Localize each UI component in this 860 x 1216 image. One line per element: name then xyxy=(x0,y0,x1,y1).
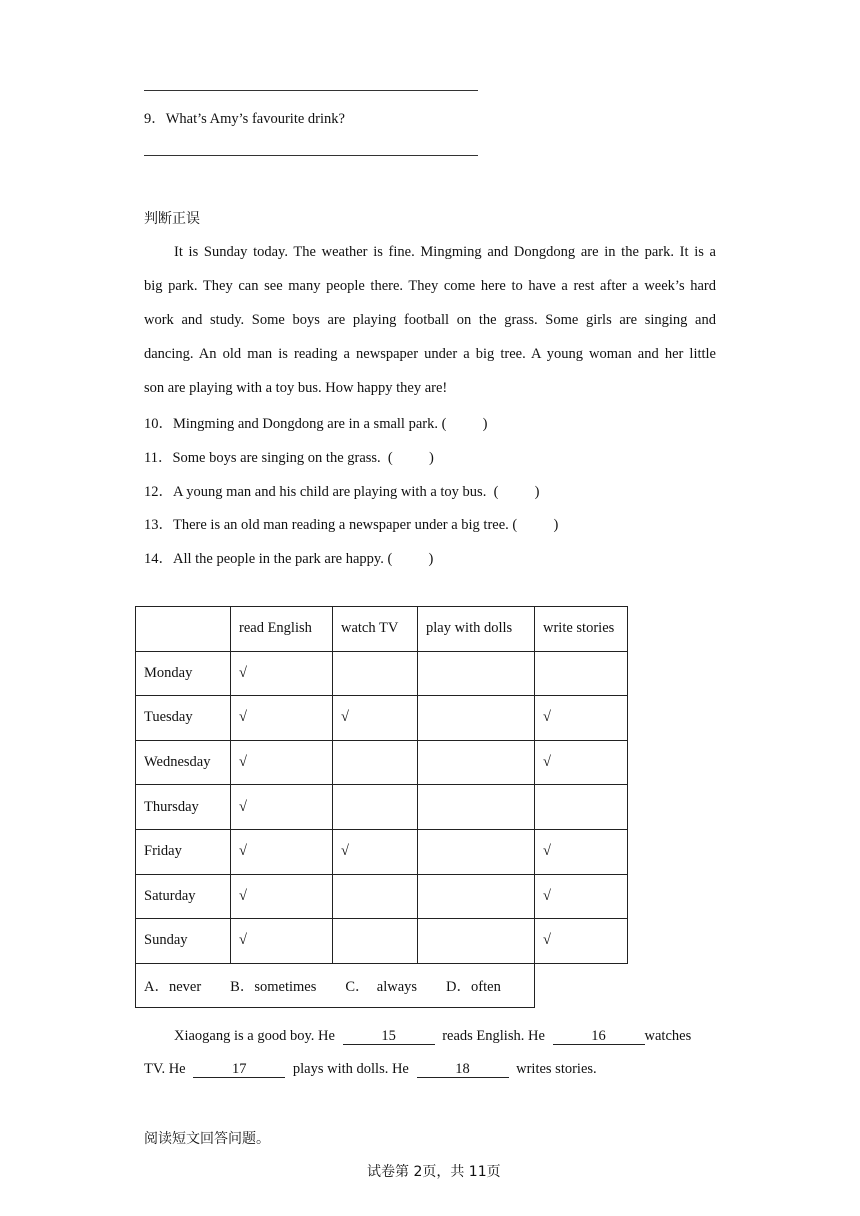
check-cell: √ xyxy=(231,696,333,741)
blank-15[interactable]: 15 xyxy=(343,1028,435,1045)
check-cell xyxy=(418,919,535,964)
check-cell xyxy=(535,651,628,696)
section-title-reading: 阅读短文回答问题。 xyxy=(144,1131,270,1147)
table-header-cell: watch TV xyxy=(333,607,418,652)
blank-17[interactable]: 17 xyxy=(193,1061,285,1078)
question-9 xyxy=(144,107,345,128)
table-row xyxy=(136,651,628,696)
check-cell xyxy=(418,829,535,874)
check-cell xyxy=(333,651,418,696)
fill-text: watches xyxy=(644,1028,692,1044)
tf-question-11 xyxy=(144,446,434,467)
fill-text: Xiaogang is a good boy. He xyxy=(174,1028,335,1044)
check-cell xyxy=(333,874,418,919)
question-text: What’s Amy’s favourite drink? xyxy=(165,111,345,127)
day-cell: Sunday xyxy=(136,919,231,964)
fill-text: plays with dolls. He xyxy=(292,1061,409,1077)
answer-line-q8 xyxy=(144,90,478,91)
question-text: Some boys are singing on the grass. ( ) xyxy=(172,450,434,466)
page-footer: 试卷第 2页，共 11页 xyxy=(367,1164,501,1180)
question-number: 9． xyxy=(144,111,166,127)
table-header-cell: play with dolls xyxy=(418,607,535,652)
check-cell: √ xyxy=(231,785,333,830)
options-cell: A．never B．sometimes C． always D．often xyxy=(136,963,535,1008)
activity-table xyxy=(135,606,628,1008)
check-cell: √ xyxy=(231,874,333,919)
check-cell xyxy=(418,785,535,830)
table-row xyxy=(136,740,628,785)
passage-line: son are playing with a toy bus. How happy they are! xyxy=(144,380,448,396)
passage-line: big park. They can see many people there. They come here to have a rest after a week’s hard xyxy=(144,278,716,294)
tf-question-10 xyxy=(144,412,488,433)
check-cell: √ xyxy=(535,829,628,874)
check-cell: √ xyxy=(535,696,628,741)
fill-in-line-1 xyxy=(174,1028,691,1045)
answer-line-q9 xyxy=(144,155,478,156)
question-number: 13． xyxy=(144,517,173,533)
question-number: 11． xyxy=(144,450,173,466)
question-text: Mingming and Dongdong are in a small park. ( ) xyxy=(173,416,488,432)
table-header-row xyxy=(136,607,628,652)
check-cell xyxy=(418,651,535,696)
passage-line: It is Sunday today. The weather is fine. Mingming and Dongdong are in the park. It is a xyxy=(174,244,716,260)
check-cell xyxy=(333,740,418,785)
fill-text: TV. He xyxy=(144,1061,186,1077)
check-cell: √ xyxy=(231,651,333,696)
day-cell: Tuesday xyxy=(136,696,231,741)
day-cell: Saturday xyxy=(136,874,231,919)
empty-cell xyxy=(535,963,628,1008)
passage-line: work and study. Some boys are playing football on the grass. Some girls are singing and xyxy=(144,312,716,328)
question-number: 14． xyxy=(144,551,173,567)
check-cell xyxy=(535,785,628,830)
table-header-cell: write stories xyxy=(535,607,628,652)
table-row xyxy=(136,919,628,964)
check-cell: √ xyxy=(231,740,333,785)
section-title-true-false: 判断正误 xyxy=(144,211,200,227)
check-cell: √ xyxy=(333,696,418,741)
tf-question-13 xyxy=(144,513,558,534)
table-header-cell: read English xyxy=(231,607,333,652)
question-number: 12． xyxy=(144,484,173,500)
table-options-row xyxy=(136,963,628,1008)
table-row xyxy=(136,874,628,919)
check-cell: √ xyxy=(231,829,333,874)
check-cell xyxy=(333,919,418,964)
blank-16[interactable]: 16 xyxy=(553,1028,645,1045)
tf-question-14 xyxy=(144,547,433,568)
check-cell: √ xyxy=(535,740,628,785)
passage-line: dancing. An old man is reading a newspaper under a big tree. A young woman and her little xyxy=(144,346,716,362)
fill-text: reads English. He xyxy=(442,1028,545,1044)
check-cell: √ xyxy=(535,919,628,964)
check-cell: √ xyxy=(535,874,628,919)
question-text: A young man and his child are playing with a toy bus. ( ) xyxy=(173,484,540,500)
day-cell: Friday xyxy=(136,829,231,874)
check-cell xyxy=(333,785,418,830)
reading-passage xyxy=(144,235,716,405)
question-text: There is an old man reading a newspaper under a big tree. ( ) xyxy=(173,517,559,533)
table-row xyxy=(136,696,628,741)
fill-in-line-2 xyxy=(144,1061,597,1078)
table-header-cell xyxy=(136,607,231,652)
day-cell: Monday xyxy=(136,651,231,696)
tf-question-12 xyxy=(144,480,539,501)
table-row xyxy=(136,785,628,830)
day-cell: Thursday xyxy=(136,785,231,830)
check-cell: √ xyxy=(231,919,333,964)
check-cell xyxy=(418,740,535,785)
fill-text: writes stories. xyxy=(516,1061,597,1077)
blank-18[interactable]: 18 xyxy=(417,1061,509,1078)
check-cell xyxy=(418,696,535,741)
question-number: 10． xyxy=(144,416,173,432)
check-cell: √ xyxy=(333,829,418,874)
question-text: All the people in the park are happy. ( ) xyxy=(173,551,434,567)
table-row xyxy=(136,829,628,874)
check-cell xyxy=(418,874,535,919)
day-cell: Wednesday xyxy=(136,740,231,785)
